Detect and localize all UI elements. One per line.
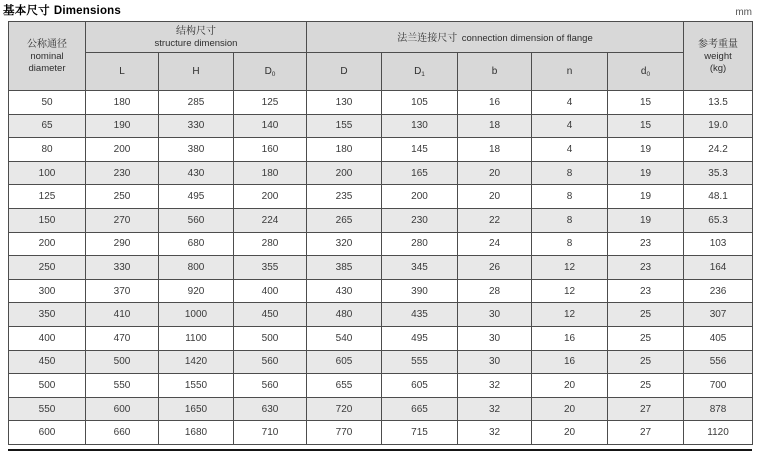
- table-cell: 23: [608, 232, 684, 256]
- table-cell: 270: [86, 208, 159, 232]
- table-cell: 180: [234, 161, 307, 185]
- table-cell: 330: [159, 114, 234, 138]
- table-cell: 20: [458, 185, 532, 209]
- table-cell: 26: [458, 256, 532, 280]
- table-cell: 130: [382, 114, 458, 138]
- table-cell: 450: [234, 303, 307, 327]
- table-cell: 435: [382, 303, 458, 327]
- table-row: [9, 91, 753, 115]
- table-cell: 19: [608, 208, 684, 232]
- table-cell: 25: [608, 326, 684, 350]
- table-row: [9, 421, 753, 445]
- table-cell: 265: [307, 208, 382, 232]
- table-cell: 450: [9, 350, 86, 374]
- table-cell: 19: [608, 138, 684, 162]
- column-header-h: H: [159, 53, 234, 91]
- table-cell: 320: [307, 232, 382, 256]
- table-cell: 878: [684, 397, 753, 421]
- table-cell: 1650: [159, 397, 234, 421]
- table-cell: 180: [86, 91, 159, 115]
- table-body: [9, 91, 753, 445]
- table-cell: 630: [234, 397, 307, 421]
- column-header-d: D: [307, 53, 382, 91]
- table-cell: 125: [9, 185, 86, 209]
- column-header-l: L: [86, 53, 159, 91]
- table-cell: 920: [159, 279, 234, 303]
- table-cell: 1100: [159, 326, 234, 350]
- table-cell: 345: [382, 256, 458, 280]
- table-cell: 18: [458, 114, 532, 138]
- table-cell: 15: [608, 91, 684, 115]
- table-cell: 285: [159, 91, 234, 115]
- table-cell: 290: [86, 232, 159, 256]
- table-row: [9, 374, 753, 398]
- table-cell: 30: [458, 303, 532, 327]
- table-cell: 720: [307, 397, 382, 421]
- table-cell: 355: [234, 256, 307, 280]
- subscript: 0: [646, 70, 651, 78]
- table-header: [9, 22, 753, 91]
- subscript: 1: [421, 70, 425, 78]
- column-header-nominal-diameter: 公称通径 nominal diameter: [9, 22, 86, 91]
- table-row: [9, 350, 753, 374]
- table-cell: 770: [307, 421, 382, 445]
- table-cell: 12: [532, 256, 608, 280]
- table-cell: 160: [234, 138, 307, 162]
- table-cell: 410: [86, 303, 159, 327]
- table-cell: 500: [234, 326, 307, 350]
- table-cell: 556: [684, 350, 753, 374]
- table-cell: 48.1: [684, 185, 753, 209]
- table-cell: 470: [86, 326, 159, 350]
- table-row: [9, 138, 753, 162]
- table-cell: 235: [307, 185, 382, 209]
- table-row: [9, 256, 753, 280]
- table-cell: 12: [532, 303, 608, 327]
- table-cell: 1550: [159, 374, 234, 398]
- table-cell: 700: [684, 374, 753, 398]
- table-cell: 200: [86, 138, 159, 162]
- table-cell: 28: [458, 279, 532, 303]
- table-cell: 18: [458, 138, 532, 162]
- table-cell: 230: [382, 208, 458, 232]
- subscript: 0: [271, 70, 276, 78]
- table-cell: 605: [382, 374, 458, 398]
- table-cell: 600: [9, 421, 86, 445]
- unit-label: mm: [735, 7, 752, 18]
- table-cell: 8: [532, 185, 608, 209]
- table-cell: 150: [9, 208, 86, 232]
- table-row: [9, 232, 753, 256]
- header-group-row: [9, 22, 753, 53]
- table-cell: 605: [307, 350, 382, 374]
- table-cell: 560: [234, 350, 307, 374]
- table-cell: 330: [86, 256, 159, 280]
- table-row: [9, 397, 753, 421]
- table-cell: 20: [532, 397, 608, 421]
- table-cell: 1420: [159, 350, 234, 374]
- table-cell: 65.3: [684, 208, 753, 232]
- table-cell: 130: [307, 91, 382, 115]
- table-cell: 103: [684, 232, 753, 256]
- table-cell: 32: [458, 397, 532, 421]
- column-header-n: n: [532, 53, 608, 91]
- table-cell: 300: [9, 279, 86, 303]
- title-bar: [3, 2, 752, 18]
- header-sub-row: [9, 53, 753, 91]
- table-cell: 25: [608, 374, 684, 398]
- table-cell: 390: [382, 279, 458, 303]
- table-cell: 27: [608, 421, 684, 445]
- table-cell: 1000: [159, 303, 234, 327]
- column-header-b: b: [458, 53, 532, 91]
- table-cell: 715: [382, 421, 458, 445]
- table-row: [9, 185, 753, 209]
- table-cell: 35.3: [684, 161, 753, 185]
- table-cell: 32: [458, 374, 532, 398]
- table-row: [9, 208, 753, 232]
- table-cell: 4: [532, 91, 608, 115]
- table-cell: 32: [458, 421, 532, 445]
- table-cell: 190: [86, 114, 159, 138]
- table-cell: 236: [684, 279, 753, 303]
- table-cell: 16: [532, 350, 608, 374]
- table-cell: 550: [9, 397, 86, 421]
- table-cell: 250: [9, 256, 86, 280]
- table-cell: 8: [532, 208, 608, 232]
- table-cell: 500: [9, 374, 86, 398]
- table-cell: 80: [9, 138, 86, 162]
- table-cell: 370: [86, 279, 159, 303]
- table-row: [9, 303, 753, 327]
- table-cell: 165: [382, 161, 458, 185]
- table-cell: 180: [307, 138, 382, 162]
- table-cell: 164: [684, 256, 753, 280]
- table-cell: 600: [86, 397, 159, 421]
- table-cell: 800: [159, 256, 234, 280]
- table-cell: 30: [458, 350, 532, 374]
- table-cell: 19: [608, 161, 684, 185]
- table-row: [9, 161, 753, 185]
- table-cell: 140: [234, 114, 307, 138]
- column-header-weight: 参考重量 weight (kg): [684, 22, 753, 91]
- table-cell: 250: [86, 185, 159, 209]
- table-cell: 480: [307, 303, 382, 327]
- table-cell: 230: [86, 161, 159, 185]
- table-cell: 380: [159, 138, 234, 162]
- table-cell: 430: [307, 279, 382, 303]
- table-cell: 540: [307, 326, 382, 350]
- table-cell: 50: [9, 91, 86, 115]
- table-cell: 200: [307, 161, 382, 185]
- table-cell: 680: [159, 232, 234, 256]
- table-cell: 350: [9, 303, 86, 327]
- table-cell: 550: [86, 374, 159, 398]
- table-cell: 16: [532, 326, 608, 350]
- table-cell: 655: [307, 374, 382, 398]
- table-cell: 224: [234, 208, 307, 232]
- table-cell: 495: [159, 185, 234, 209]
- table-cell: 500: [86, 350, 159, 374]
- table-row: [9, 326, 753, 350]
- table-cell: 24.2: [684, 138, 753, 162]
- table-cell: 4: [532, 138, 608, 162]
- table-cell: 20: [458, 161, 532, 185]
- table-cell: 405: [684, 326, 753, 350]
- table-cell: 280: [382, 232, 458, 256]
- table-cell: 19.0: [684, 114, 753, 138]
- table-cell: 155: [307, 114, 382, 138]
- table-row: [9, 279, 753, 303]
- table-cell: 430: [159, 161, 234, 185]
- table-cell: 8: [532, 161, 608, 185]
- table-cell: 125: [234, 91, 307, 115]
- table-cell: 560: [159, 208, 234, 232]
- column-group-structure-dimension: 结构尺寸 structure dimension: [86, 22, 307, 53]
- table-cell: 280: [234, 232, 307, 256]
- table-cell: 555: [382, 350, 458, 374]
- table-cell: 20: [532, 374, 608, 398]
- page-title: [3, 2, 121, 18]
- page-title-en: Dimensions: [53, 5, 121, 17]
- table-cell: 560: [234, 374, 307, 398]
- table-cell: 30: [458, 326, 532, 350]
- table-cell: 1120: [684, 421, 753, 445]
- table-cell: 15: [608, 114, 684, 138]
- table-cell: 65: [9, 114, 86, 138]
- table-cell: 4: [532, 114, 608, 138]
- table-cell: 145: [382, 138, 458, 162]
- table-cell: 100: [9, 161, 86, 185]
- table-cell: 1680: [159, 421, 234, 445]
- table-cell: 200: [382, 185, 458, 209]
- table-cell: 385: [307, 256, 382, 280]
- table-cell: 25: [608, 350, 684, 374]
- table-cell: 13.5: [684, 91, 753, 115]
- table-cell: 400: [234, 279, 307, 303]
- dimensions-table: [8, 21, 753, 445]
- table-cell: 12: [532, 279, 608, 303]
- page-title-zh: 基本尺寸: [3, 5, 50, 17]
- table-cell: 25: [608, 303, 684, 327]
- table-cell: 24: [458, 232, 532, 256]
- table-cell: 8: [532, 232, 608, 256]
- table-cell: 307: [684, 303, 753, 327]
- table-cell: 23: [608, 256, 684, 280]
- table-row: [9, 114, 753, 138]
- table-cell: 23: [608, 279, 684, 303]
- table-cell: 710: [234, 421, 307, 445]
- table-cell: 105: [382, 91, 458, 115]
- table-cell: 27: [608, 397, 684, 421]
- table-cell: 495: [382, 326, 458, 350]
- table-cell: 16: [458, 91, 532, 115]
- column-header-d0: $d_0$: [608, 53, 684, 91]
- table-cell: 200: [9, 232, 86, 256]
- table-cell: 22: [458, 208, 532, 232]
- column-header-d0: $D_0$: [234, 53, 307, 91]
- column-header-d1: $D_1$: [382, 53, 458, 91]
- table-cell: 660: [86, 421, 159, 445]
- table-cell: 20: [532, 421, 608, 445]
- table-cell: 200: [234, 185, 307, 209]
- column-group-flange-connection: 法兰连接尺寸 connection dimension of flange: [307, 22, 684, 53]
- table-cell: 400: [9, 326, 86, 350]
- table-cell: 19: [608, 185, 684, 209]
- table-cell: 665: [382, 397, 458, 421]
